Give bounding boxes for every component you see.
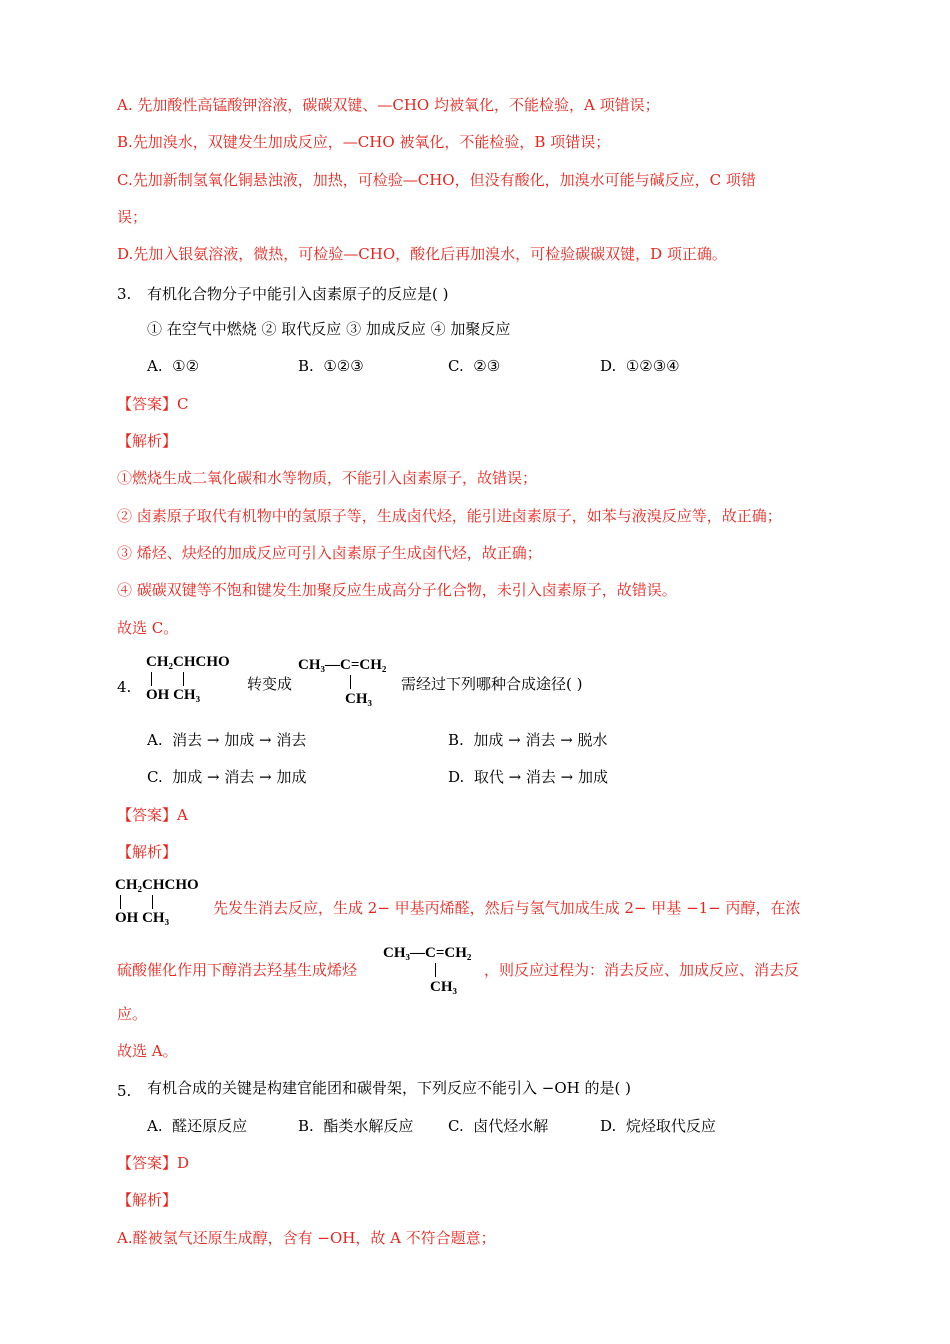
q4-option-d: D. 取代 → 消去 → 加成: [448, 768, 609, 786]
q4-analysis-line2b: ，则反应过程为：消去反应、加成反应、消去反: [484, 961, 800, 979]
q2-analysis-c-line2: 误；: [117, 208, 148, 226]
q3-items: ① 在空气中燃烧 ② 取代反应 ③ 加成反应 ④ 加聚反应: [147, 320, 511, 338]
q5-option-b: B. 酯类水解反应: [298, 1117, 414, 1135]
q2-analysis-c-line1: C.先加新制氢氧化铜悬浊液，加热，可检验—CHO，但没有酸化，加溴水可能与碱反应，C 项错: [117, 171, 756, 189]
q5-option-d: D. 烷烃取代反应: [600, 1117, 716, 1135]
q2-analysis-b: B.先加溴水，双键发生加成反应，—CHO 被氧化，不能检验，B 项错误；: [117, 133, 611, 151]
formula-top: CH₃—C=CH₂: [298, 657, 387, 673]
q3-conclusion: 故选 C。: [117, 619, 179, 637]
q5-answer: 【答案】D: [117, 1154, 190, 1172]
q3-option-b: B. ①②③: [298, 357, 364, 375]
q4-number: 4.: [117, 678, 132, 696]
q3-option-c: C. ②③: [448, 357, 501, 375]
q4-answer: 【答案】A: [117, 806, 188, 824]
formula-bottom: OH CH₃: [146, 687, 201, 703]
q3-option-a: A. ①②: [147, 357, 200, 375]
q4-analysis-line2a: 硫酸催化作用下醇消去羟基生成烯烃: [117, 961, 358, 979]
q4-conclusion: 故选 A。: [117, 1042, 178, 1060]
q4-analysis-formula-start: [115, 877, 225, 937]
q3-answer: 【答案】C: [117, 395, 189, 413]
q4-formula-target: [298, 657, 408, 717]
q5-number: 5.: [117, 1082, 132, 1100]
q3-option-d: D. ①②③④: [600, 357, 680, 375]
q4-analysis-line1: 先发生消去反应，生成 2− 甲基丙烯醛，然后与氢气加成生成 2− 甲基 −1− 丙醇，在浓: [213, 899, 801, 917]
q3-analysis-title: 【解析】: [117, 432, 178, 450]
q3-analysis-3: ③ 烯烃、炔烃的加成反应可引入卤素原子生成卤代烃，故正确；: [117, 544, 542, 562]
q4-option-c: C. 加成 → 消去 → 加成: [147, 768, 307, 786]
q4-formula-start: [146, 654, 256, 714]
formula-bottom: CH₃: [345, 691, 372, 707]
q2-analysis-d: D.先加入银氨溶液，微热，可检验—CHO，酸化后再加溴水，可检验碳碳双键，D 项正确。: [117, 245, 727, 263]
q3-analysis-1: ①燃烧生成二氧化碳和水等物质，不能引入卤素原子，故错误；: [117, 469, 538, 487]
q2-analysis-a: A. 先加酸性高锰酸钾溶液，碳碳双键、—CHO 均被氧化，不能检验，A 项错误；: [117, 96, 660, 114]
q5-option-a: A. 醛还原反应: [147, 1117, 248, 1135]
q5-option-c: C. 卤代烃水解: [448, 1117, 549, 1135]
formula-top: CH₂CHCHO: [115, 877, 199, 893]
formula-top: CH₂CHCHO: [146, 654, 230, 670]
formula-top: CH₃—C=CH₂: [383, 945, 472, 961]
q5-stem: 有机合成的关键是构建官能团和碳骨架，下列反应不能引入 −OH 的是( ): [147, 1079, 631, 1097]
q3-stem: 有机化合物分子中能引入卤素原子的反应是( ): [147, 285, 449, 303]
q5-analysis-a: A.醛被氢气还原生成醇，含有 −OH，故 A 不符合题意；: [117, 1229, 496, 1247]
formula-bottom: OH CH₃: [115, 910, 170, 926]
q4-option-b: B. 加成 → 消去 → 脱水: [448, 731, 608, 749]
q3-analysis-2: ② 卤素原子取代有机物中的氢原子等，生成卤代烃，能引进卤素原子，如苯与液溴反应等，故正确；: [117, 507, 782, 525]
q3-number: 3.: [117, 285, 132, 303]
q4-tail-text: 需经过下列哪种合成途径( ): [401, 675, 583, 693]
q4-mid-text: 转变成: [247, 675, 293, 693]
q4-analysis-formula-target: [383, 945, 493, 1005]
q5-analysis-title: 【解析】: [117, 1191, 178, 1209]
q4-analysis-title: 【解析】: [117, 843, 178, 861]
q3-analysis-4: ④ 碳碳双键等不饱和键发生加聚反应生成高分子化合物，未引入卤素原子，故错误。: [117, 581, 677, 599]
q4-analysis-line3: 应。: [117, 1005, 148, 1023]
q4-option-a: A. 消去 → 加成 → 消去: [147, 731, 307, 749]
formula-bottom: CH₃: [430, 979, 457, 995]
